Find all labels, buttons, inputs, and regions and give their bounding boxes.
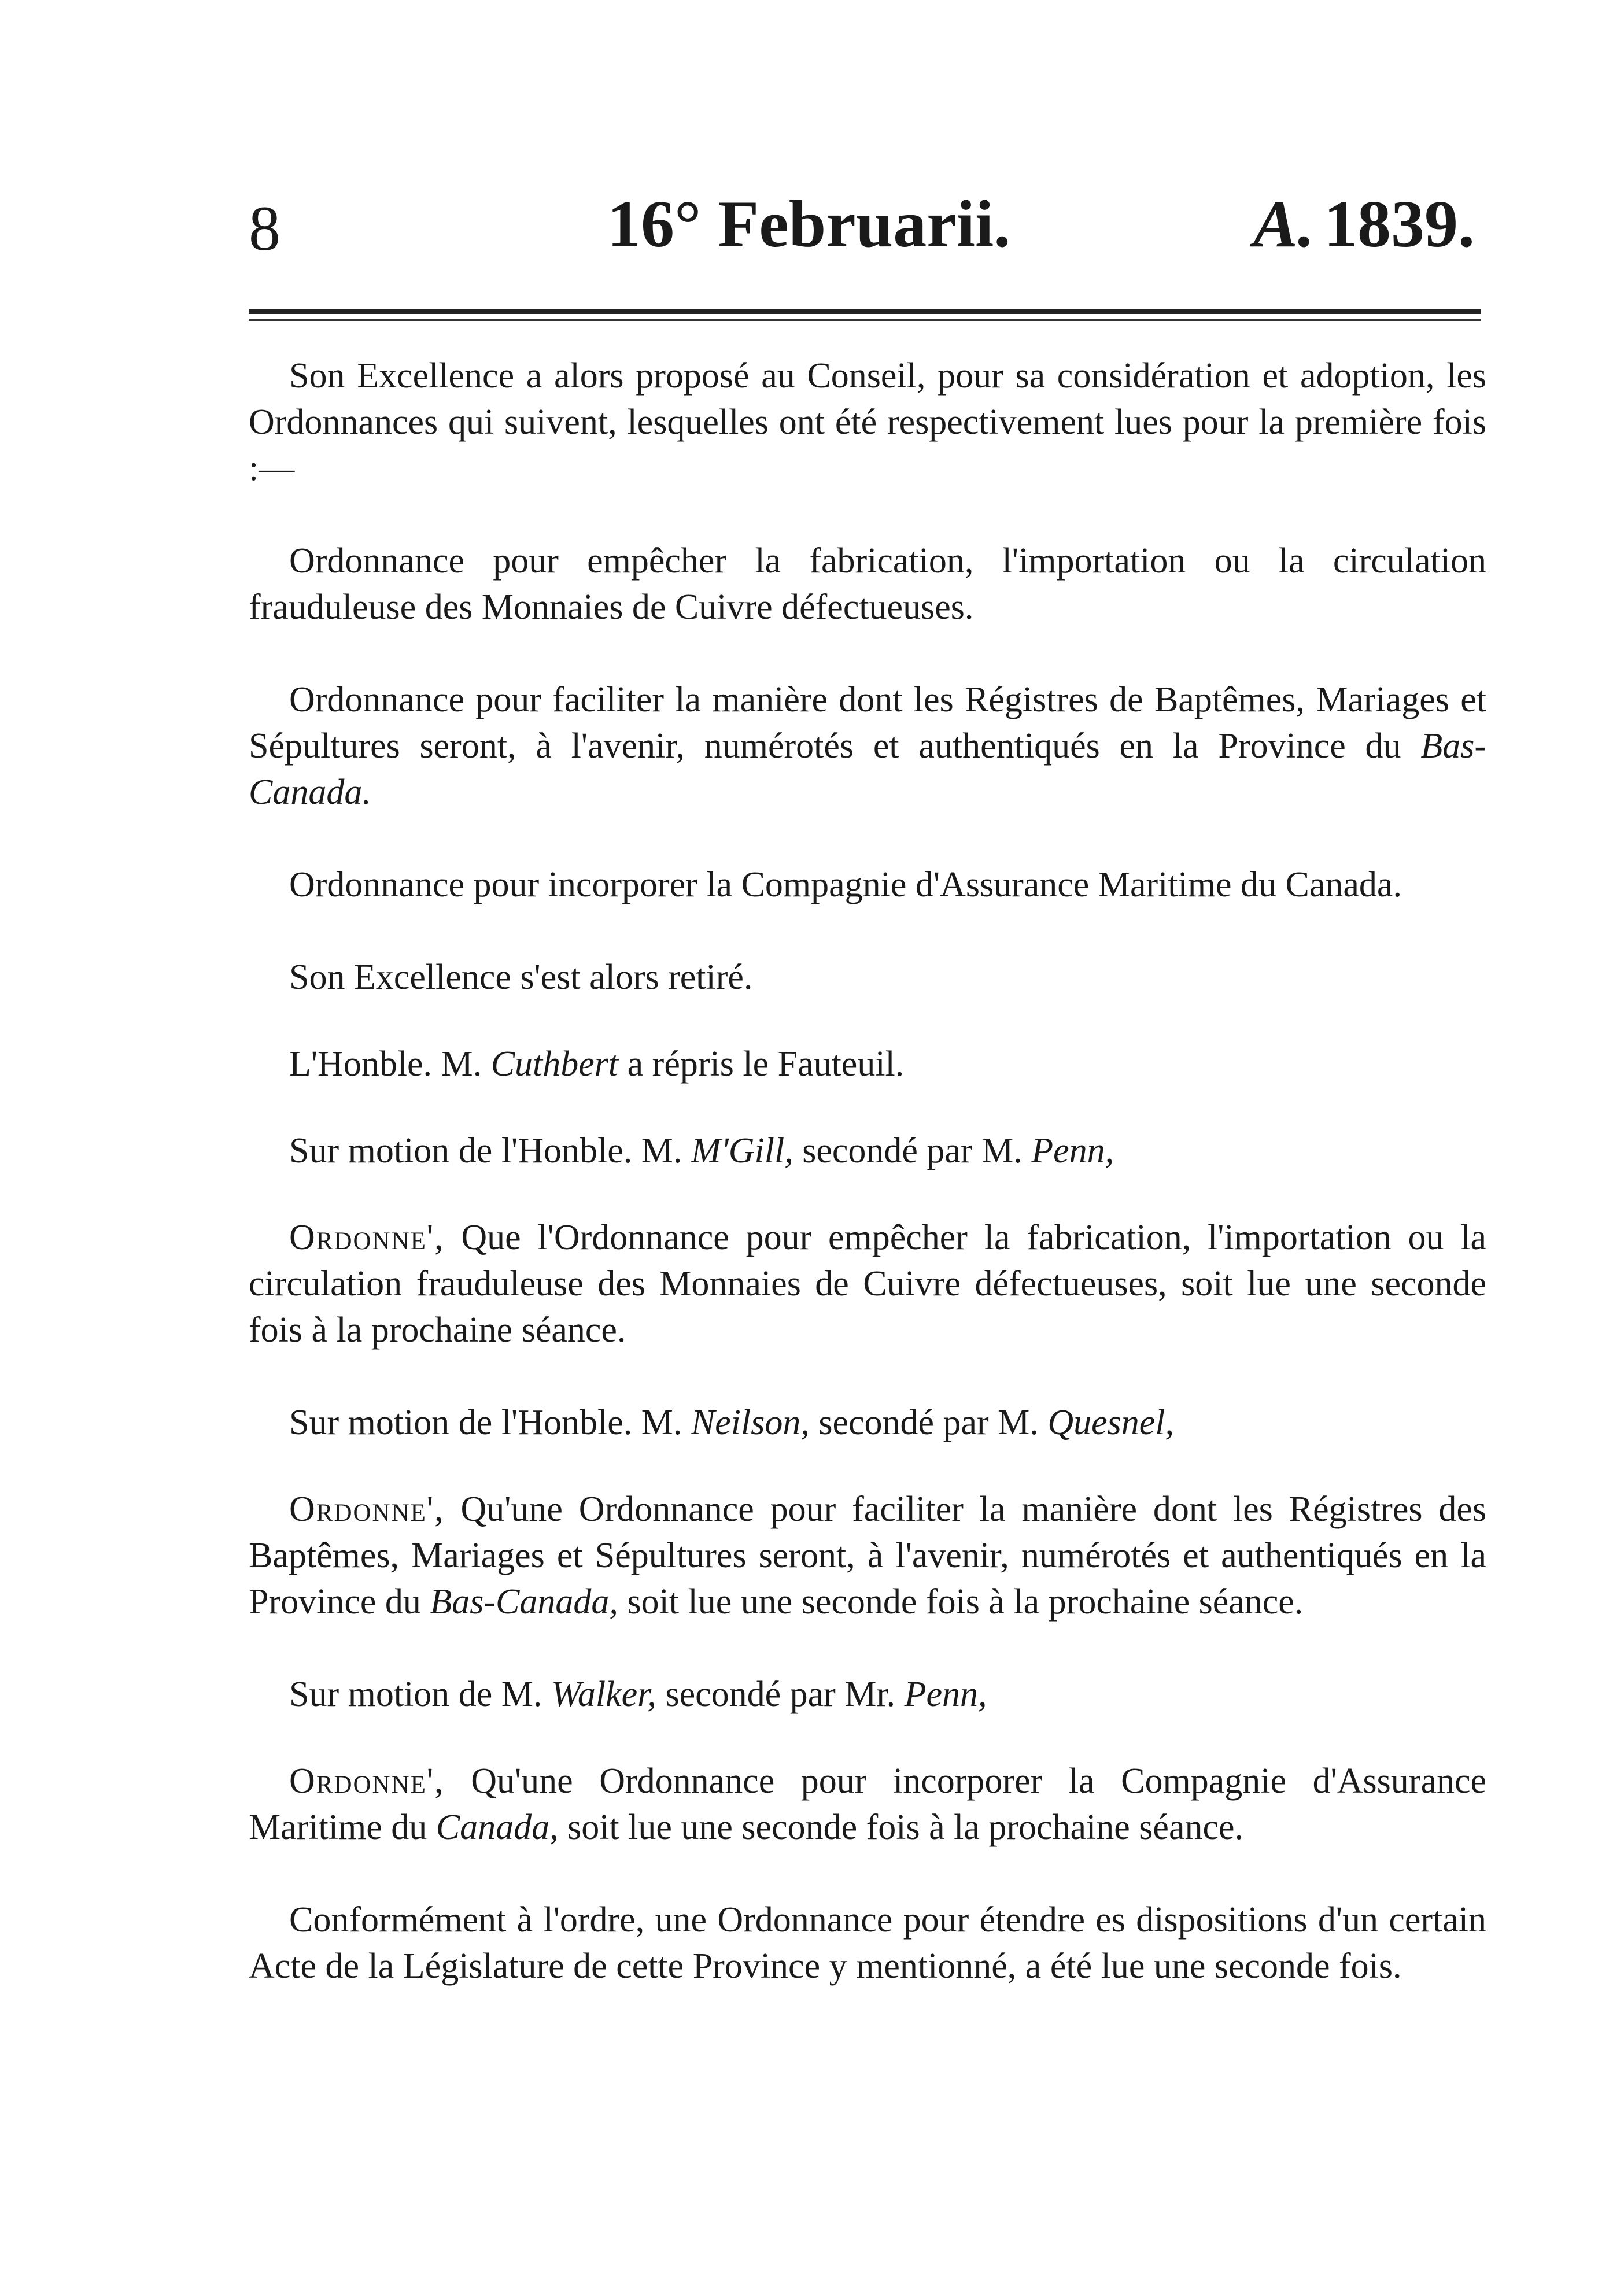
paragraph-9 — [249, 1399, 1486, 1446]
paragraph-9-text-a: Sur motion de l'Honble. M. — [289, 1403, 691, 1442]
paragraph-11 — [249, 1671, 1486, 1718]
paragraph-12-text-b: soit lue une seconde fois à la prochaine séance. — [558, 1808, 1243, 1847]
paragraph-7-text-a: Sur motion de l'Honble. M. — [289, 1131, 691, 1170]
paragraph-8 — [249, 1214, 1486, 1353]
page-header — [249, 187, 1481, 283]
paragraph-10-text-b: soit lue une seconde fois à la prochaine séance. — [618, 1582, 1304, 1622]
paragraph-9-text-b: secondé par M. — [809, 1403, 1048, 1442]
paragraph-12 — [249, 1758, 1486, 1851]
paragraph-7-text-b: secondé par M. — [793, 1131, 1032, 1170]
paragraph-8-smallcaps: Ordonne', — [289, 1218, 445, 1257]
year-prefix: A. — [1253, 187, 1315, 261]
paragraph-1-text: Son Excellence a alors proposé au Conseil, pour sa considération et adoption, les Ordonnances qui suivent, lesquelles ont été respectivement lues pour la première fois :— — [249, 356, 1486, 488]
paragraph-12-text-a: Qu'une Ordonnance pour incorporer la Compagnie d'Assurance Maritime du — [249, 1761, 1486, 1847]
paragraph-3-text: Ordonnance pour faciliter la manière dont les Régistres de Baptêmes, Mariages et Sépultures seront, à l'avenir, numérotés et authentiqués en la Province du — [249, 680, 1486, 766]
paragraph-8-text: Que l'Ordonnance pour empêcher la fabrication, l'importation ou la circulation frauduleuse des Monnaies de Cuivre défectueuses, soit lue une seconde fois à la prochaine séance. — [249, 1218, 1486, 1350]
paragraph-5-text: Son Excellence s'est alors retiré. — [289, 958, 753, 997]
paragraph-5 — [249, 954, 1486, 1000]
page-number: 8 — [249, 193, 280, 264]
running-year — [1253, 187, 1475, 261]
body-text — [249, 353, 1486, 2036]
paragraph-4 — [249, 862, 1486, 908]
paragraph-10 — [249, 1486, 1486, 1625]
paragraph-10-text-a: Qu'une Ordonnance pour faciliter la manière dont les Régistres des Baptêmes, Mariages et Sépultures seront, à l'avenir, numérotés et authentiqués en la Province du — [249, 1490, 1486, 1622]
paragraph-9-italic-2: Quesnel, — [1047, 1403, 1174, 1442]
paragraph-12-smallcaps: Ordonne', — [289, 1761, 445, 1801]
paragraph-9-italic-1: Neilson, — [691, 1403, 810, 1442]
paragraph-7 — [249, 1128, 1486, 1174]
paragraph-12-italic: Canada, — [435, 1808, 559, 1847]
paragraph-11-text-b: secondé par Mr. — [656, 1675, 905, 1714]
paragraph-7-italic-1: M'Gill, — [691, 1131, 793, 1170]
header-rule-thin — [249, 319, 1481, 321]
paragraph-6-italic: Cuthbert — [490, 1044, 619, 1084]
paragraph-11-text-a: Sur motion de M. — [289, 1675, 551, 1714]
paragraph-10-italic: Bas-Canada, — [430, 1582, 618, 1622]
paragraph-11-italic-1: Walker, — [551, 1675, 656, 1714]
paragraph-1 — [249, 353, 1486, 492]
year-value: 1839. — [1324, 187, 1475, 261]
paragraph-13 — [249, 1897, 1486, 1989]
running-title: 16° Februarii. — [607, 187, 1011, 261]
paragraph-13-text: Conformément à l'ordre, une Ordonnance pour étendre es dispositions d'un certain Acte de la Législature de cette Province y mentionné, a été lue une seconde fois. — [249, 1900, 1486, 1986]
paragraph-3-italic: Bas-Canada. — [249, 726, 1486, 812]
paragraph-6-text-b: a répris le Fauteuil. — [618, 1044, 905, 1084]
paragraph-6 — [249, 1041, 1486, 1087]
paragraph-6-text-a: L'Honble. M. — [289, 1044, 491, 1084]
paragraph-2 — [249, 538, 1486, 630]
header-rule-thick — [249, 309, 1481, 314]
paragraph-11-italic-2: Penn, — [904, 1675, 987, 1714]
paragraph-3 — [249, 677, 1486, 815]
paragraph-4-text: Ordonnance pour incorporer la Compagnie d'Assurance Maritime du Canada. — [289, 865, 1402, 904]
paragraph-7-italic-2: Penn, — [1031, 1131, 1114, 1170]
paragraph-10-smallcaps: Ordonne', — [289, 1490, 445, 1529]
paragraph-2-text: Ordonnance pour empêcher la fabrication, l'importation ou la circulation frauduleuse des Monnaies de Cuivre défectueuses. — [249, 541, 1486, 627]
